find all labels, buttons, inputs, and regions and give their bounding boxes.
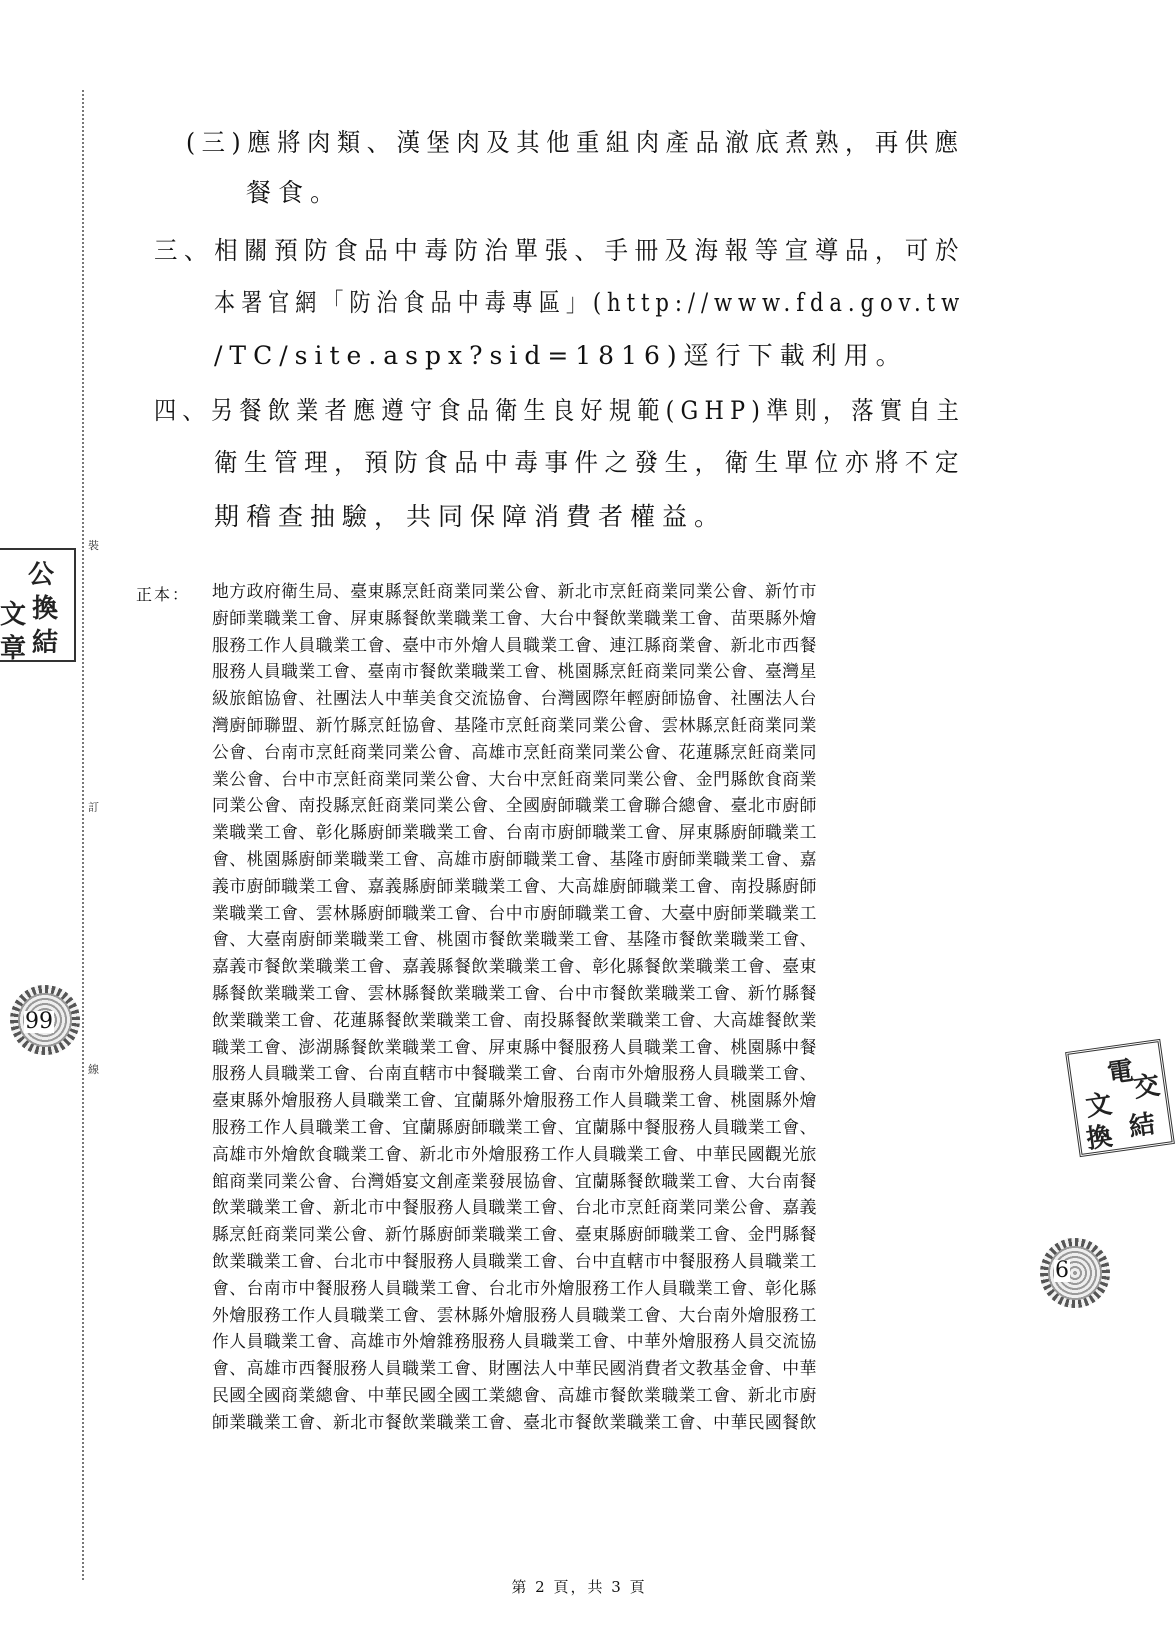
recipient-line: 作人員職業工會、高雄市外燴雜務服務人員職業工會、中華外燴服務人員交流協 [212, 1331, 817, 1352]
stamp-char: 電 [1105, 1056, 1136, 1090]
recipient-line: 公會、台南市烹飪商業同業公會、高雄市烹飪商業同業公會、花蓮縣烹飪商業同 [212, 741, 817, 762]
recipient-line: 灣廚師聯盟、新竹縣烹飪協會、基隆市烹飪商業同業公會、雲林縣烹飪商業同業 [212, 715, 817, 735]
recipient-line: 服務人員職業工會、台南直轄市中餐職業工會、台南市外燴服務人員職業工會、 [212, 1063, 817, 1084]
section-3-line-1: 三、相關預防食品中毒防治單張、手冊及海報等宣導品，可於 [154, 236, 966, 265]
section-4-line-3: 期稽查抽驗，共同保障消費者權益。 [214, 502, 727, 531]
binding-mark-xian: 線 [88, 1063, 99, 1076]
page-number-footer: 第 2 頁，共 3 頁 [511, 1578, 647, 1596]
recipient-line: 飲業職業工會、花蓮縣餐飲業職業工會、南投縣餐飲業職業工會、大高雄餐飲業 [212, 1009, 817, 1030]
recipient-line: 廚師業職業工會、屏東縣餐飲業職業工會、大台中餐飲業職業工會、苗栗縣外燴 [212, 607, 817, 628]
stamp-char: 文 [0, 600, 27, 630]
recipient-line: 會、桃園縣廚師業職業工會、高雄市廚師職業工會、基隆市廚師業職業工會、嘉 [212, 849, 817, 869]
recipient-line: 職業工會、澎湖縣餐飲業職業工會、屏東縣中餐服務人員職業工會、桃園縣中餐 [212, 1036, 817, 1057]
recipient-line: 地方政府衛生局、臺東縣烹飪商業同業公會、新北市烹飪商業同業公會、新竹市 [212, 581, 817, 601]
stamp-char: 結 [32, 628, 59, 658]
recipient-line: 縣烹飪商業同業公會、新竹縣廚師業職業工會、臺東縣廚師職業工會、金門縣餐 [212, 1224, 817, 1245]
recipient-line: 服務工作人員職業工會、臺中市外燴人員職業工會、連江縣商業會、新北市西餐 [212, 634, 817, 655]
left-seal-number: 99 [25, 1009, 53, 1034]
recipient-line: 服務工作人員職業工會、宜蘭縣廚師職業工會、宜蘭縣中餐服務人員職業工會、 [212, 1117, 817, 1137]
recipient-line: 飲業職業工會、新北市中餐服務人員職業工會、台北市烹飪商業同業公會、嘉義 [212, 1197, 817, 1218]
recipient-line: 嘉義市餐飲業職業工會、嘉義縣餐飲業職業工會、彰化縣餐飲業職業工會、臺東 [212, 956, 817, 977]
section-3-line-3: /TC/site.aspx?sid=1816)逕行下載利用。 [214, 341, 908, 370]
recipient-line: 民國全國商業總會、中華民國全國工業總會、高雄市餐飲業職業工會、新北市廚 [212, 1385, 817, 1405]
recipient-line: 業職業工會、彰化縣廚師業職業工會、台南市廚師職業工會、屏東縣廚師職業工 [212, 822, 817, 843]
right-seal-stamp [1065, 1039, 1175, 1157]
binding-mark-ding: 訂 [88, 801, 99, 814]
item-3-line-2: 餐食。 [246, 178, 343, 207]
recipient-line: 業職業工會、雲林縣廚師職業工會、台中市廚師職業工會、大臺中廚師業職業工 [212, 902, 817, 923]
stamp-char: 換 [32, 594, 59, 624]
stamp-char: 文 [1083, 1089, 1114, 1123]
section-4-line-1: 四、另餐飲業者應遵守食品衛生良好規範(GHP)準則，落實自主 [154, 396, 966, 425]
recipient-line: 館商業同業公會、台灣婚宴文創產業發展協會、宜蘭縣餐飲職業工會、大台南餐 [212, 1170, 817, 1191]
recipient-line: 師業職業工會、新北市餐飲業職業工會、臺北市餐飲業職業工會、中華民國餐飲 [212, 1411, 817, 1432]
recipient-line: 會、大臺南廚師業職業工會、桃園市餐飲業職業工會、基隆市餐飲業職業工會、 [212, 929, 817, 950]
section-3-line-2: 本署官網「防治食品中毒專區」(http://www.fda.gov.tw [214, 288, 966, 317]
recipient-line: 會、高雄市西餐服務人員職業工會、財團法人中華民國消費者文教基金會、中華 [212, 1358, 817, 1379]
stamp-char: 結 [1127, 1109, 1158, 1143]
binding-mark-zhuang: 裝 [88, 539, 99, 552]
recipient-line: 飲業職業工會、台北市中餐服務人員職業工會、台中直轄市中餐服務人員職業工 [212, 1251, 817, 1271]
recipient-line: 臺東縣外燴服務人員職業工會、宜蘭縣外燴服務工作人員職業工會、桃園縣外燴 [212, 1090, 817, 1111]
stamp-char: 章 [0, 634, 27, 664]
stamp-char: 交 [1131, 1070, 1162, 1104]
right-seal-number: 6 [1055, 1258, 1069, 1283]
recipient-line: 級旅館協會、社團法人中華美食交流協會、台灣國際年輕廚師協會、社團法人台 [212, 688, 817, 709]
recipient-line: 會、台南市中餐服務人員職業工會、台北市外燴服務工作人員職業工會、彰化縣 [212, 1277, 817, 1298]
binding-margin-line [82, 90, 84, 1580]
item-3-line-1: (三)應將肉類、漢堡肉及其他重組肉產品澈底煮熟，再供應 [186, 128, 965, 157]
recipient-line: 高雄市外燴飲食職業工會、新北市外燴服務工作人員職業工會、中華民國觀光旅 [212, 1143, 817, 1164]
recipient-line: 縣餐飲業職業工會、雲林縣餐飲業職業工會、台中市餐飲業職業工會、新竹縣餐 [212, 983, 817, 1003]
recipient-line: 同業公會、南投縣烹飪商業同業公會、全國廚師職業工會聯合總會、臺北市廚師 [212, 795, 817, 816]
recipient-line: 服務人員職業工會、臺南市餐飲業職業工會、桃園縣烹飪商業同業公會、臺灣星 [212, 661, 817, 682]
stamp-char: 換 [1084, 1121, 1115, 1155]
recipient-line: 業公會、台中市烹飪商業同業公會、大台中烹飪商業同業公會、金門縣飲食商業 [212, 768, 817, 789]
section-4-line-2: 衛生管理，預防食品中毒事件之發生，衛生單位亦將不定 [214, 448, 966, 477]
right-gear-seal [1040, 1238, 1110, 1308]
left-seal-stamp [0, 548, 76, 662]
recipient-line: 義市廚師職業工會、嘉義縣廚師業職業工會、大高雄廚師職業工會、南投縣廚師 [212, 875, 817, 896]
recipient-line: 外燴服務工作人員職業工會、雲林縣外燴服務人員職業工會、大台南外燴服務工 [212, 1304, 817, 1325]
recipients-label: 正本： [136, 585, 191, 604]
stamp-char: 公 [28, 560, 55, 590]
left-gear-seal [10, 985, 80, 1055]
